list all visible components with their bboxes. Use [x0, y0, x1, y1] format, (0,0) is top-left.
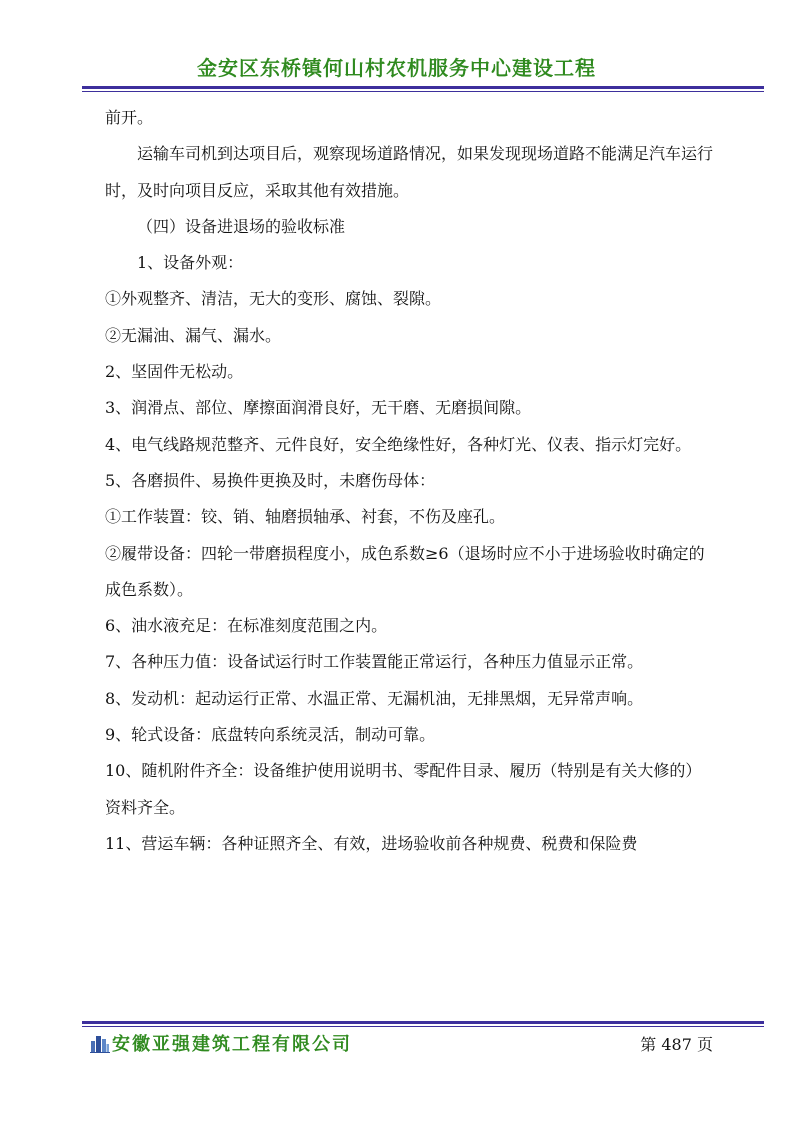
body-paragraph: 7、各种压力值：设备试运行时工作装置能正常运行，各种压力值显示正常。 — [105, 652, 644, 672]
footer-rule-thin — [82, 1026, 764, 1027]
body-paragraph: 9、轮式设备：底盘转向系统灵活，制动可靠。 — [105, 725, 436, 745]
body-paragraph: 6、油水液充足：在标准刻度范围之内。 — [105, 616, 388, 636]
body-paragraph: （四）设备进退场的验收标准 — [137, 216, 346, 236]
body-paragraph: 10、随机附件齐全：设备维护使用说明书、零配件目录、履历（特别是有关大修的）资料齐全。 — [105, 761, 702, 817]
footer-page-number: 第 487 页 — [640, 1035, 713, 1054]
body-paragraph: 1、设备外观： — [137, 253, 244, 273]
body-paragraph: ①外观整齐、清洁，无大的变形、腐蚀、裂隙。 — [105, 289, 442, 309]
footer-rule-thick — [82, 1021, 764, 1024]
header-rule-thin — [82, 91, 764, 92]
header-rule-thick — [82, 86, 764, 89]
building-logo-icon — [90, 1033, 110, 1053]
body-paragraph: ②无漏油、漏气、漏水。 — [105, 325, 282, 345]
body-paragraph: 8、发动机：起动运行正常、水温正常、无漏机油，无排黑烟，无异常声响。 — [105, 688, 644, 708]
body-paragraph: 3、润滑点、部位、摩擦面润滑良好，无干磨、无磨损间隙。 — [105, 398, 532, 418]
body-paragraph: 2、坚固件无松动。 — [105, 362, 244, 382]
body-paragraph: 前开。 — [105, 108, 154, 127]
body-paragraph: ①工作装置：铰、销、轴磨损轴承、衬套，不伤及座孔。 — [105, 507, 506, 527]
body-paragraph: 11、营运车辆：各种证照齐全、有效，进场验收前各种规费、税费和保险费 — [105, 833, 638, 853]
document-body — [105, 100, 715, 862]
body-paragraph: 5、各磨损件、易换件更换及时，未磨伤母体： — [105, 470, 436, 490]
footer-company-name: 安徽亚强建筑工程有限公司 — [112, 1034, 352, 1055]
body-paragraph: 4、电气线路规范整齐、元件良好，安全绝缘性好，各种灯光、仪表、指示灯完好。 — [105, 434, 692, 454]
body-paragraph: 运输车司机到达项目后，观察现场道路情况，如果发现现场道路不能满足汽车运行时，及时向项目反应，采取其他有效措施。 — [105, 144, 714, 200]
document-header-title: 金安区东桥镇何山村农机服务中心建设工程 — [197, 56, 596, 80]
body-paragraph: ②履带设备：四轮一带磨损程度小，成色系数≥6（退场时应不小于进场验收时确定的成色系数）。 — [105, 543, 705, 599]
